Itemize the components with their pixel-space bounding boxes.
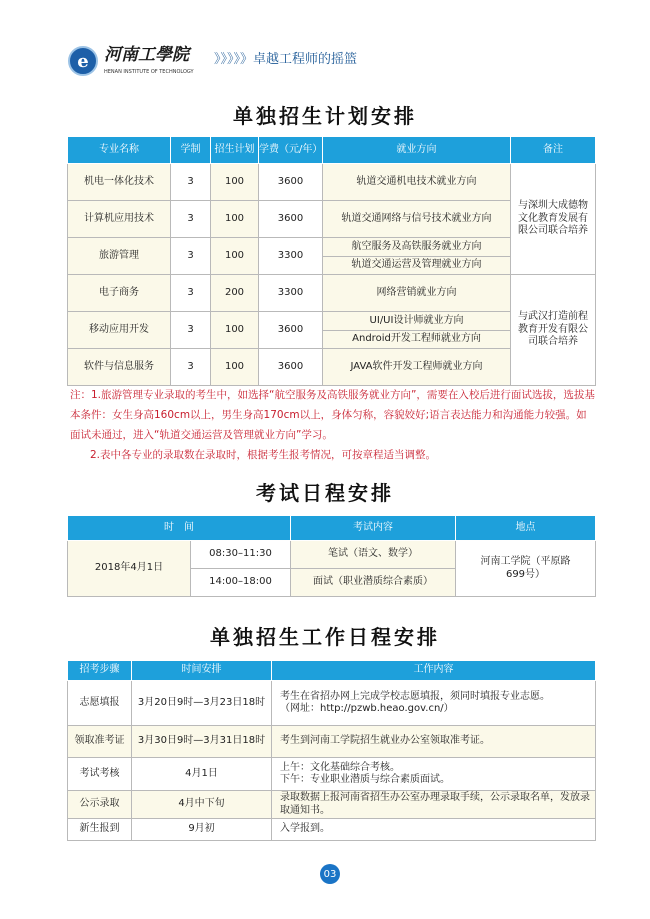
years: 3 xyxy=(171,349,211,386)
time-range: 9月初 xyxy=(132,819,272,841)
content-line: 考生到河南工学院招生就业办公室领取准考证。 xyxy=(280,735,490,747)
major-name: 移动应用开发 xyxy=(68,312,171,349)
schedule-title: 单独招生工作日程安排 xyxy=(210,625,440,649)
major-name: 计算机应用技术 xyxy=(68,201,171,238)
fee: 3600 xyxy=(259,349,323,386)
major-name: 机电一体化技术 xyxy=(68,164,171,201)
col-header: 时 间 xyxy=(68,516,291,541)
plan-notes xyxy=(70,385,596,465)
schedule-table xyxy=(67,660,596,841)
work-content xyxy=(272,726,596,758)
time-range: 3月20日9时—3月23日18时 xyxy=(132,681,272,726)
work-content xyxy=(272,758,596,791)
session-content: 面试（职业潜质综合素质） xyxy=(291,569,456,597)
note-1: 注：1.旅游管理专业录取的考生中，如选择“航空服务及高铁服务就业方向”，需要在入校后进行面试选拔，选拔基本条件：女生身高160cm以上，男生身高170cm以上，身体匀称，容貌姣好;语言表达能力和沟通能力较强。如面试未通过，进入“轨道交通运营及管理就业方向”学习。 xyxy=(70,389,595,441)
step: 公示录取 xyxy=(68,791,132,819)
exam-table xyxy=(67,515,596,597)
step: 新生报到 xyxy=(68,819,132,841)
session-content: 笔试（语文、数学） xyxy=(291,541,456,569)
fee: 3300 xyxy=(259,275,323,312)
col-header: 备注 xyxy=(511,137,596,164)
fee: 3300 xyxy=(259,238,323,275)
career-direction: JAVA软件开发工程师就业方向 xyxy=(323,349,511,386)
school-logo: e xyxy=(68,46,98,76)
work-content xyxy=(272,681,596,726)
years: 3 xyxy=(171,164,211,201)
time-range: 3月30日9时—3月31日18时 xyxy=(132,726,272,758)
quota: 100 xyxy=(211,238,259,275)
fee: 3600 xyxy=(259,164,323,201)
col-header: 时间安排 xyxy=(132,661,272,681)
content-line: 录取数据上报河南省招生办公室办理录取手续，公示录取名单，发放录取通知书。 xyxy=(280,792,590,816)
career-direction: 轨道交通机电技术就业方向 xyxy=(323,164,511,201)
years: 3 xyxy=(171,312,211,349)
step: 志愿填报 xyxy=(68,681,132,726)
major-name: 旅游管理 xyxy=(68,238,171,275)
career-direction: 航空服务及高铁服务就业方向 xyxy=(323,238,511,257)
remark: 与武汉打造前程教育开发有限公司联合培养 xyxy=(511,275,596,386)
col-header: 地点 xyxy=(456,516,596,541)
note-2: 2.表中各专业的录取数在录取时，根据考生报考情况，可按章程适当调整。 xyxy=(90,449,437,461)
career-direction: 轨道交通网络与信号技术就业方向 xyxy=(323,201,511,238)
school-name: 河南工學院 xyxy=(104,45,189,65)
session-time: 08:30–11:30 xyxy=(191,541,291,569)
quota: 100 xyxy=(211,164,259,201)
years: 3 xyxy=(171,275,211,312)
career-direction: UI/UI设计师就业方向 xyxy=(323,312,511,331)
exam-date: 2018年4月1日 xyxy=(68,541,191,597)
content-line: 上午：文化基础综合考核。 xyxy=(280,761,400,773)
step: 领取准考证 xyxy=(68,726,132,758)
fee: 3600 xyxy=(259,312,323,349)
time-range: 4月中下旬 xyxy=(132,791,272,819)
page-number: 03 xyxy=(320,864,340,884)
remark: 与深圳大成德物文化教育发展有限公司联合培养 xyxy=(511,164,596,275)
quota: 100 xyxy=(211,349,259,386)
session-time: 14:00–18:00 xyxy=(191,569,291,597)
content-line: （网址：http://pzwb.heao.gov.cn/） xyxy=(280,703,454,714)
col-header: 就业方向 xyxy=(323,137,511,164)
quota: 100 xyxy=(211,201,259,238)
years: 3 xyxy=(171,238,211,275)
exam-title: 考试日程安排 xyxy=(256,481,394,505)
major-name: 电子商务 xyxy=(68,275,171,312)
slogan: 》》》》》卓越工程师的摇篮 xyxy=(214,52,358,67)
work-content xyxy=(272,819,596,841)
major-name: 软件与信息服务 xyxy=(68,349,171,386)
col-header: 专业名称 xyxy=(68,137,171,164)
career-direction: Android开发工程师就业方向 xyxy=(323,330,511,349)
career-direction: 网络营销就业方向 xyxy=(323,275,511,312)
content-line: 下午：专业职业潜质与综合素质面试。 xyxy=(280,774,450,785)
content-line: 入学报到。 xyxy=(280,823,330,835)
exam-location: 河南工学院（平原路699号） xyxy=(456,541,596,597)
fee: 3600 xyxy=(259,201,323,238)
col-header: 学费（元/年） xyxy=(259,137,323,164)
years: 3 xyxy=(171,201,211,238)
step: 考试考核 xyxy=(68,758,132,791)
quota: 200 xyxy=(211,275,259,312)
plan-title: 单独招生计划安排 xyxy=(233,104,417,128)
col-header: 招考步骤 xyxy=(68,661,132,681)
content-line: 考生在省招办网上完成学校志愿填报，须同时填报专业志愿。 xyxy=(280,690,550,702)
col-header: 工作内容 xyxy=(272,661,596,681)
time-range: 4月1日 xyxy=(132,758,272,791)
career-direction: 轨道交通运营及管理就业方向 xyxy=(323,256,511,275)
school-name-en: HENAN INSTITUTE OF TECHNOLOGY xyxy=(104,69,194,75)
plan-table xyxy=(67,136,596,386)
quota: 100 xyxy=(211,312,259,349)
col-header: 考试内容 xyxy=(291,516,456,541)
col-header: 招生计划 xyxy=(211,137,259,164)
col-header: 学制 xyxy=(171,137,211,164)
work-content xyxy=(272,791,596,819)
